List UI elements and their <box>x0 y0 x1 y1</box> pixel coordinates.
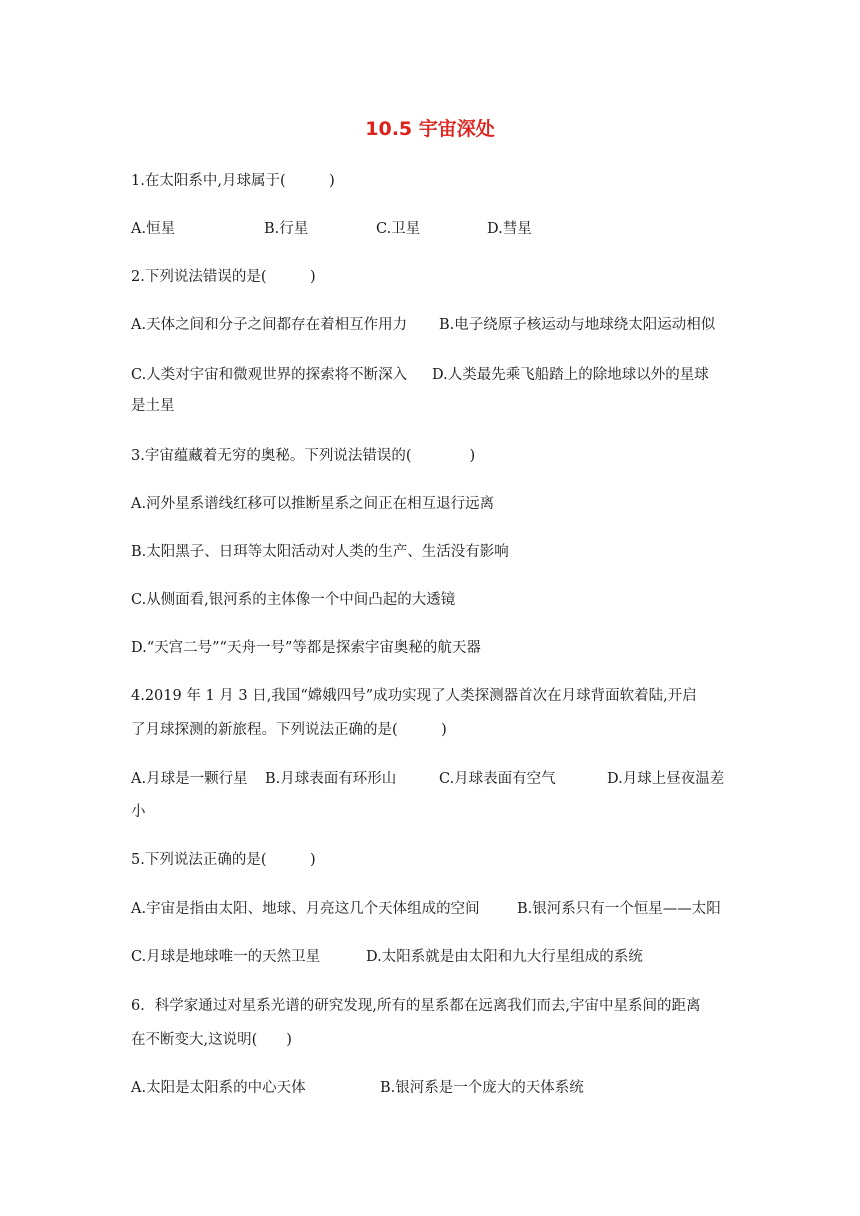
q1-option-d: D.彗星 <box>487 221 532 237</box>
q5-option-b: B.银河系只有一个恒星——太阳 <box>517 901 721 917</box>
q3-option-c: C.从侧面看,银河系的主体像一个中间凸起的大透镜 <box>131 592 456 608</box>
q4-option-d: D.月球上昼夜温差 <box>607 771 725 787</box>
q2-option-d-continued: 是土星 <box>131 398 175 414</box>
q2-option-c: C.人类对宇宙和微观世界的探索将不断深入 <box>131 367 408 383</box>
question-3-stem: 3.宇宙蕴藏着无穷的奥秘。下列说法错误的( ) <box>131 448 476 464</box>
question-6-stem-line-1: 6．科学家通过对星系光谱的研究发现,所有的星系都在远离我们而去,宇宙中星系间的距离 <box>131 998 701 1014</box>
q4-option-d-continued: 小 <box>131 804 146 820</box>
q5-option-c: C.月球是地球唯一的天然卫星 <box>131 949 321 965</box>
q3-option-d: D.“天宫二号”“天舟一号”等都是探索宇宙奥秘的航天器 <box>131 640 481 656</box>
q5-option-d: D.太阳系就是由太阳和九大行星组成的系统 <box>366 949 643 965</box>
q1-option-a: A.恒星 <box>131 221 176 237</box>
q6-option-a: A.太阳是太阳系的中心天体 <box>131 1080 306 1096</box>
question-5-stem: 5.下列说法正确的是( ) <box>131 852 316 868</box>
q3-option-a: A.河外星系谱线红移可以推断星系之间正在相互退行远离 <box>131 496 495 512</box>
question-4-stem-line-2: 了月球探测的新旅程。下列说法正确的是( ) <box>131 722 447 738</box>
q5-option-a: A.宇宙是指由太阳、地球、月亮这几个天体组成的空间 <box>131 901 480 917</box>
q2-option-a: A.天体之间和分子之间都存在着相互作用力 <box>131 317 408 333</box>
q3-option-b: B.太阳黑子、日珥等太阳活动对人类的生产、生活没有影响 <box>131 544 509 560</box>
question-6-stem-line-2: 在不断变大,这说明( ) <box>131 1032 292 1048</box>
q2-option-b: B.电子绕原子核运动与地球绕太阳运动相似 <box>439 317 716 333</box>
q1-option-b: B.行星 <box>264 221 309 237</box>
page-title: 10.5 宇宙深处 <box>365 118 495 140</box>
q6-option-b: B.银河系是一个庞大的天体系统 <box>380 1080 584 1096</box>
question-4-stem-line-1: 4.2019 年 1 月 3 日,我国“嫦娥四号”成功实现了人类探测器首次在月球背面软着陆,开启 <box>131 688 697 704</box>
q4-option-b: B.月球表面有环形山 <box>265 771 397 787</box>
q4-option-a: A.月球是一颗行星 <box>131 771 248 787</box>
question-2-stem: 2.下列说法错误的是( ) <box>131 269 316 285</box>
q4-option-c: C.月球表面有空气 <box>439 771 556 787</box>
q2-option-d: D.人类最先乘飞船踏上的除地球以外的星球 <box>432 367 709 383</box>
question-1-stem: 1.在太阳系中,月球属于( ) <box>131 173 335 189</box>
q1-option-c: C.卫星 <box>376 221 421 237</box>
